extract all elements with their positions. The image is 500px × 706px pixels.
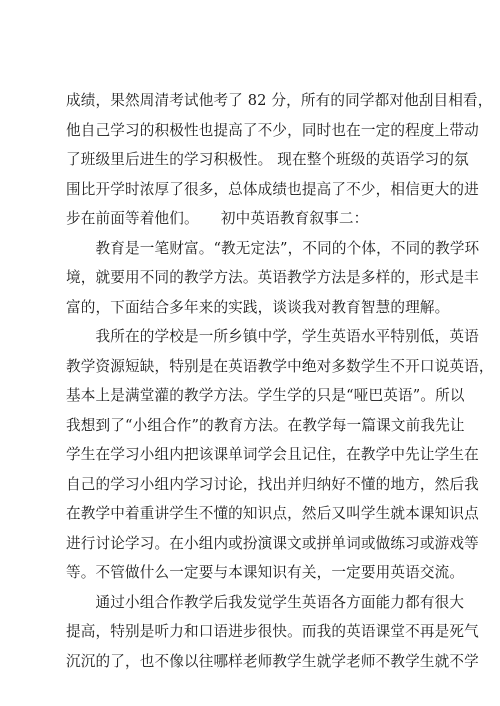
text-line: 步在前面等着他们。 初中英语教育叙事二：	[66, 210, 369, 227]
text-line: 教育是一笔财富。“教无定法”，不同的个体，不同的教学环	[66, 239, 480, 257]
text-line: 学生在学习小组内把该课单词学会且记住，在教学中先让学生在	[66, 446, 479, 463]
text-line: 等。不管做什么一定要与本课知识有关，一定要用英语交流。	[66, 564, 465, 581]
text-line: 了班级里后进生的学习积极性。 现在整个班级的英语学习的氛	[66, 151, 469, 168]
text-line: 提高，特别是听力和口语进步很快。而我的英语课堂不再是死气	[66, 623, 479, 640]
body-text	[66, 86, 494, 676]
text-line: 他自己学习的积极性也提高了不少，同时也在一定的程度上带动	[66, 121, 479, 139]
text-line: 沉沉的了，也不像以往哪样老师教学生就学老师不教学生就不学	[66, 652, 479, 670]
text-line: 围比开学时浓厚了很多，总体成绩也提高了不少，相信更大的进	[66, 180, 479, 198]
text-line: 基本上是满堂灌的教学方法。学生学的只是“哑巴英语”。所以	[66, 387, 465, 404]
text-line: 自己的学习小组内学习讨论，找出并归纳好不懂的地方，然后我	[66, 475, 479, 493]
text-line: 成绩，果然周清考试他考了 82 分，所有的同学都对他刮目相看，	[66, 92, 493, 109]
text-line: 在教学中着重讲学生不懂的知识点，然后又叫学生就本课知识点	[66, 505, 479, 522]
text-line: 我所在的学校是一所乡镇中学，学生英语水平特别低，英语	[66, 328, 479, 345]
text-line: 进行讨论学习。在小组内或扮演课文或拼单词或做练习或游戏等	[66, 534, 479, 552]
text-line: 通过小组合作教学后我发觉学生英语各方面能力都有很大	[66, 593, 465, 611]
text-line: 我想到了“小组合作”的教育方法。在教学每一篇课文前我先让	[66, 416, 465, 434]
text-line: 富的，下面结合多年来的实践，谈谈我对教育智慧的理解。	[66, 298, 450, 316]
text-line: 境，就要用不同的教学方法。英语教学方法是多样的，形式是丰	[66, 269, 479, 286]
text-line: 教学资源短缺，特别是在英语教学中绝对多数学生不开口说英语，	[66, 357, 494, 375]
